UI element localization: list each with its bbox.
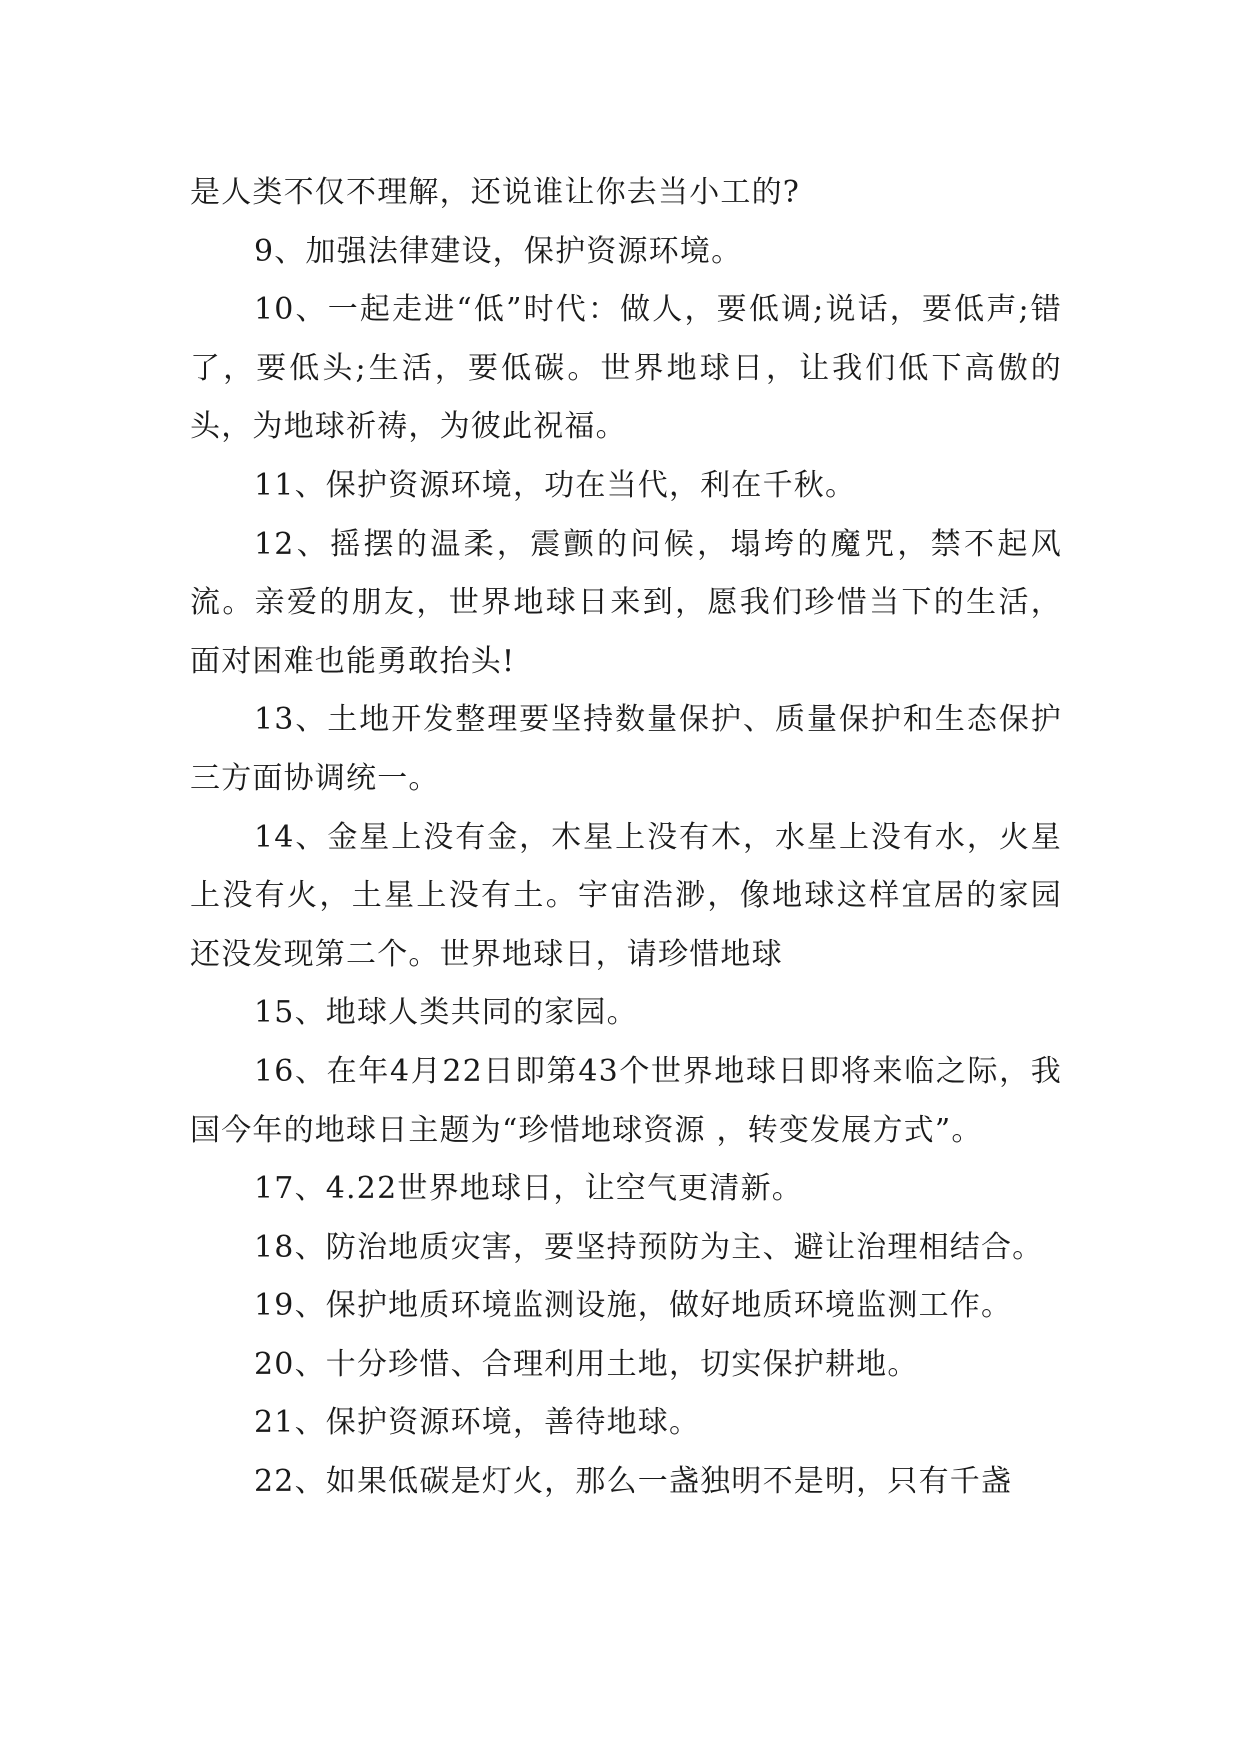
paragraph-continuation: 是人类不仅不理解，还说谁让你去当小工的? bbox=[190, 175, 801, 210]
paragraph-15: 15、地球人类共同的家园。 bbox=[254, 995, 638, 1031]
paragraph-9: 9、加强法律建设，保护资源环境。 bbox=[254, 233, 743, 269]
paragraph-14: 14、金星上没有金，木星上没有木，水星上没有水，火星上没有火，土星上没有土。宇宙浩渺，像地球这样宜居的家园还没发现第二个。世界地球日，请珍惜地球 bbox=[190, 819, 1062, 972]
paragraph-13: 13、土地开发整理要坚持数量保护、质量保护和生态保护三方面协调统一。 bbox=[190, 702, 1062, 796]
paragraph-17: 17、4.22世界地球日，让空气更清新。 bbox=[254, 1171, 803, 1207]
paragraph-18: 18、防治地质灾害，要坚持预防为主、避让治理相结合。 bbox=[254, 1229, 1044, 1265]
paragraph-20: 20、十分珍惜、合理利用土地，切实保护耕地。 bbox=[254, 1346, 919, 1382]
paragraph-21: 21、保护资源环境，善待地球。 bbox=[254, 1405, 701, 1441]
paragraph-19: 19、保护地质环境监测设施，做好地质环境监测工作。 bbox=[254, 1288, 1013, 1324]
paragraph-12: 12、摇摆的温柔，震颤的问候，塌垮的魔咒，禁不起风流。亲爱的朋友，世界地球日来到，愿我们珍惜当下的生活，面对困难也能勇敢抬头! bbox=[190, 526, 1062, 679]
paragraph-16: 16、在年4月22日即第43个世界地球日即将来临之际，我国今年的地球日主题为“珍惜地球资源 ，转变发展方式”。 bbox=[190, 1053, 1062, 1148]
paragraph-11: 11、保护资源环境，功在当代，利在千秋。 bbox=[254, 467, 857, 503]
paragraph-10: 10、一起走进“低”时代：做人，要低调;说话，要低声;错了，要低头;生活，要低碳。世界地球日，让我们低下高傲的头，为地球祈祷，为彼此祝福。 bbox=[190, 292, 1062, 445]
paragraph-22: 22、如果低碳是灯火，那么一盏独明不是明，只有千盏 bbox=[254, 1464, 1013, 1500]
document-body bbox=[190, 164, 1062, 1512]
